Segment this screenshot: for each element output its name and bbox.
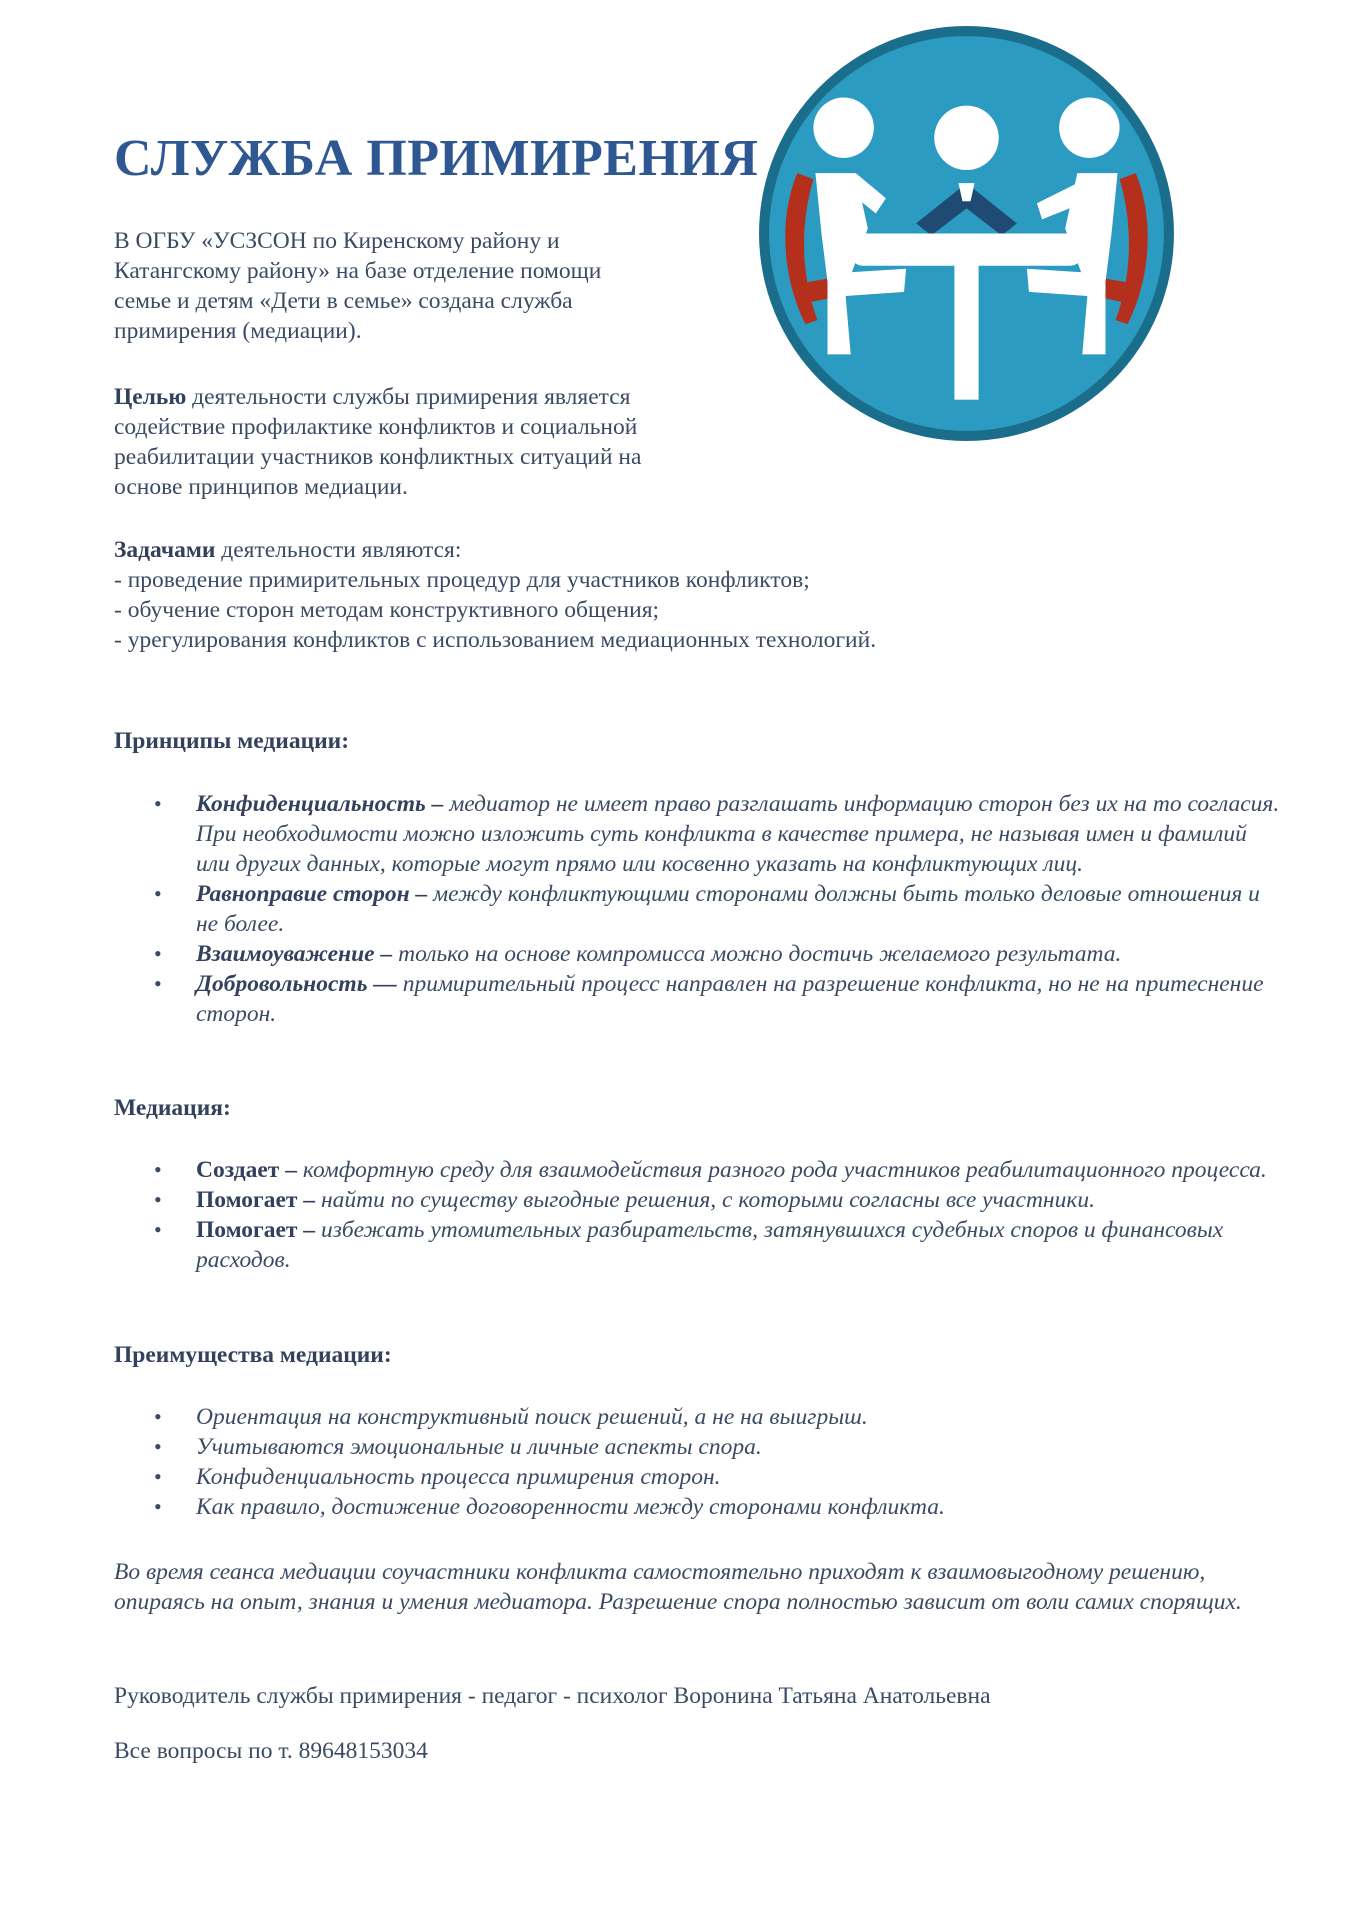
tasks-lead-rest: деятельности являются: [215, 537, 462, 563]
principle-item [114, 969, 1284, 1029]
mediation-item [114, 1185, 1284, 1215]
advantage-text: Как правило, достижение договоренности между сторонами конфликта. [196, 1494, 945, 1520]
task-item: - обучение сторон методам конструктивного общения; [114, 597, 660, 623]
bullet-icon: • [154, 1464, 162, 1489]
principles-list [114, 789, 1284, 1029]
service-head: Руководитель службы примирения - педагог - психолог Воронина Татьяна Анатольевна [114, 1683, 991, 1709]
principle-item [114, 789, 1284, 879]
intro-line: В ОГБУ «УСЗСОН по Киренскому району и [114, 228, 560, 254]
principle-term: Добровольность — [196, 971, 397, 997]
bullet-icon: • [154, 1217, 162, 1242]
tasks-lead: Задачами [114, 537, 216, 563]
mediation-term: Помогает – [196, 1187, 316, 1213]
advantage-text: Конфиденциальность процесса примирения сторон. [196, 1464, 721, 1490]
advantage-text: Учитываются эмоциональные и личные аспекты спора. [196, 1434, 762, 1460]
intro-paragraph [114, 226, 714, 346]
principles-heading: Принципы медиации: [114, 728, 350, 754]
page-title: СЛУЖБА ПРИМИРЕНИЯ [114, 130, 759, 187]
mediation-text: избежать утомительных разбирательств, затянувшихся судебных споров и финансовых расходов. [196, 1217, 1224, 1273]
mediation-logo-icon [755, 22, 1178, 445]
intro-line: примирения (медиации). [114, 318, 362, 344]
bullet-icon: • [154, 1404, 162, 1429]
principle-text: медиатор не имеет право разглашать информацию сторон без их на то согласия. При необходимости можно изложить суть конфликта в качестве примера, не называя имен и фамилий или других данных, которые могут прямо или косвенно указать на конфликтующих лиц. [196, 791, 1280, 877]
advantages-heading: Преимущества медиации: [114, 1342, 392, 1368]
principle-text: примирительный процесс направлен на разрешение конфликта, но не на притеснение сторон. [196, 971, 1264, 1027]
mediation-heading: Медиация: [114, 1095, 231, 1121]
goal-line: содействие профилактике конфликтов и социальной [114, 414, 638, 440]
closing-paragraph: Во время сеанса медиации соучастники конфликта самостоятельно приходят к взаимовыгодному решению, опираясь на опыт, знания и умения медиатора. Разрешение спора полностью зависит от воли самих спорящих. [114, 1559, 1242, 1615]
goal-line [114, 382, 734, 412]
mediation-item [114, 1155, 1284, 1185]
advantage-item [114, 1462, 1284, 1492]
advantages-list [114, 1402, 1284, 1522]
goal-line: основе принципов медиации. [114, 474, 408, 500]
mediation-term: Помогает – [196, 1217, 316, 1243]
mediation-item [114, 1215, 1284, 1275]
advantage-item [114, 1492, 1284, 1522]
mediation-text: комфортную среду для взаимодействия разного рода участников реабилитационного процесса. [296, 1157, 1267, 1183]
tasks-paragraph [114, 535, 1214, 655]
goal-line: реабилитации участников конфликтных ситуаций на [114, 444, 642, 470]
principle-text: только на основе компромисса можно достичь желаемого результата. [392, 941, 1122, 967]
contact-phone: Все вопросы по т. 89648153034 [114, 1738, 428, 1764]
bullet-icon: • [154, 881, 162, 906]
bullet-icon: • [154, 941, 162, 966]
advantage-item [114, 1402, 1284, 1432]
intro-line: семье и детям «Дети в семье» создана служба [114, 288, 573, 314]
tasks-intro [114, 535, 1214, 565]
goal-paragraph [114, 382, 734, 502]
principle-term: Конфиденциальность – [196, 791, 444, 817]
goal-line-text: деятельности службы примирения является [186, 384, 631, 410]
mediation-list [114, 1155, 1284, 1275]
bullet-icon: • [154, 1187, 162, 1212]
advantage-text: Ориентация на конструктивный поиск решений, а не на выигрыш. [196, 1404, 868, 1430]
intro-line: Катангскому району» на базе отделение помощи [114, 258, 602, 284]
bullet-icon: • [154, 1494, 162, 1519]
principle-item [114, 939, 1284, 969]
bullet-icon: • [154, 1434, 162, 1459]
principle-text: между конфликтующими сторонами должны быть только деловые отношения и не более. [196, 881, 1260, 937]
goal-lead: Целью [114, 384, 187, 410]
mediation-text: найти по существу выгодные решения, с которыми согласны все участники. [315, 1187, 1095, 1213]
bullet-icon: • [154, 1157, 162, 1182]
task-item: - проведение примирительных процедур для участников конфликтов; [114, 567, 810, 593]
principle-term: Взаимоуважение – [196, 941, 393, 967]
advantage-item [114, 1432, 1284, 1462]
task-item: - урегулирования конфликтов с использованием медиационных технологий. [114, 627, 877, 653]
principle-item [114, 879, 1284, 939]
bullet-icon: • [154, 791, 162, 816]
mediation-term: Создает – [196, 1157, 297, 1183]
bullet-icon: • [154, 971, 162, 996]
principle-term: Равноправие сторон – [196, 881, 428, 907]
